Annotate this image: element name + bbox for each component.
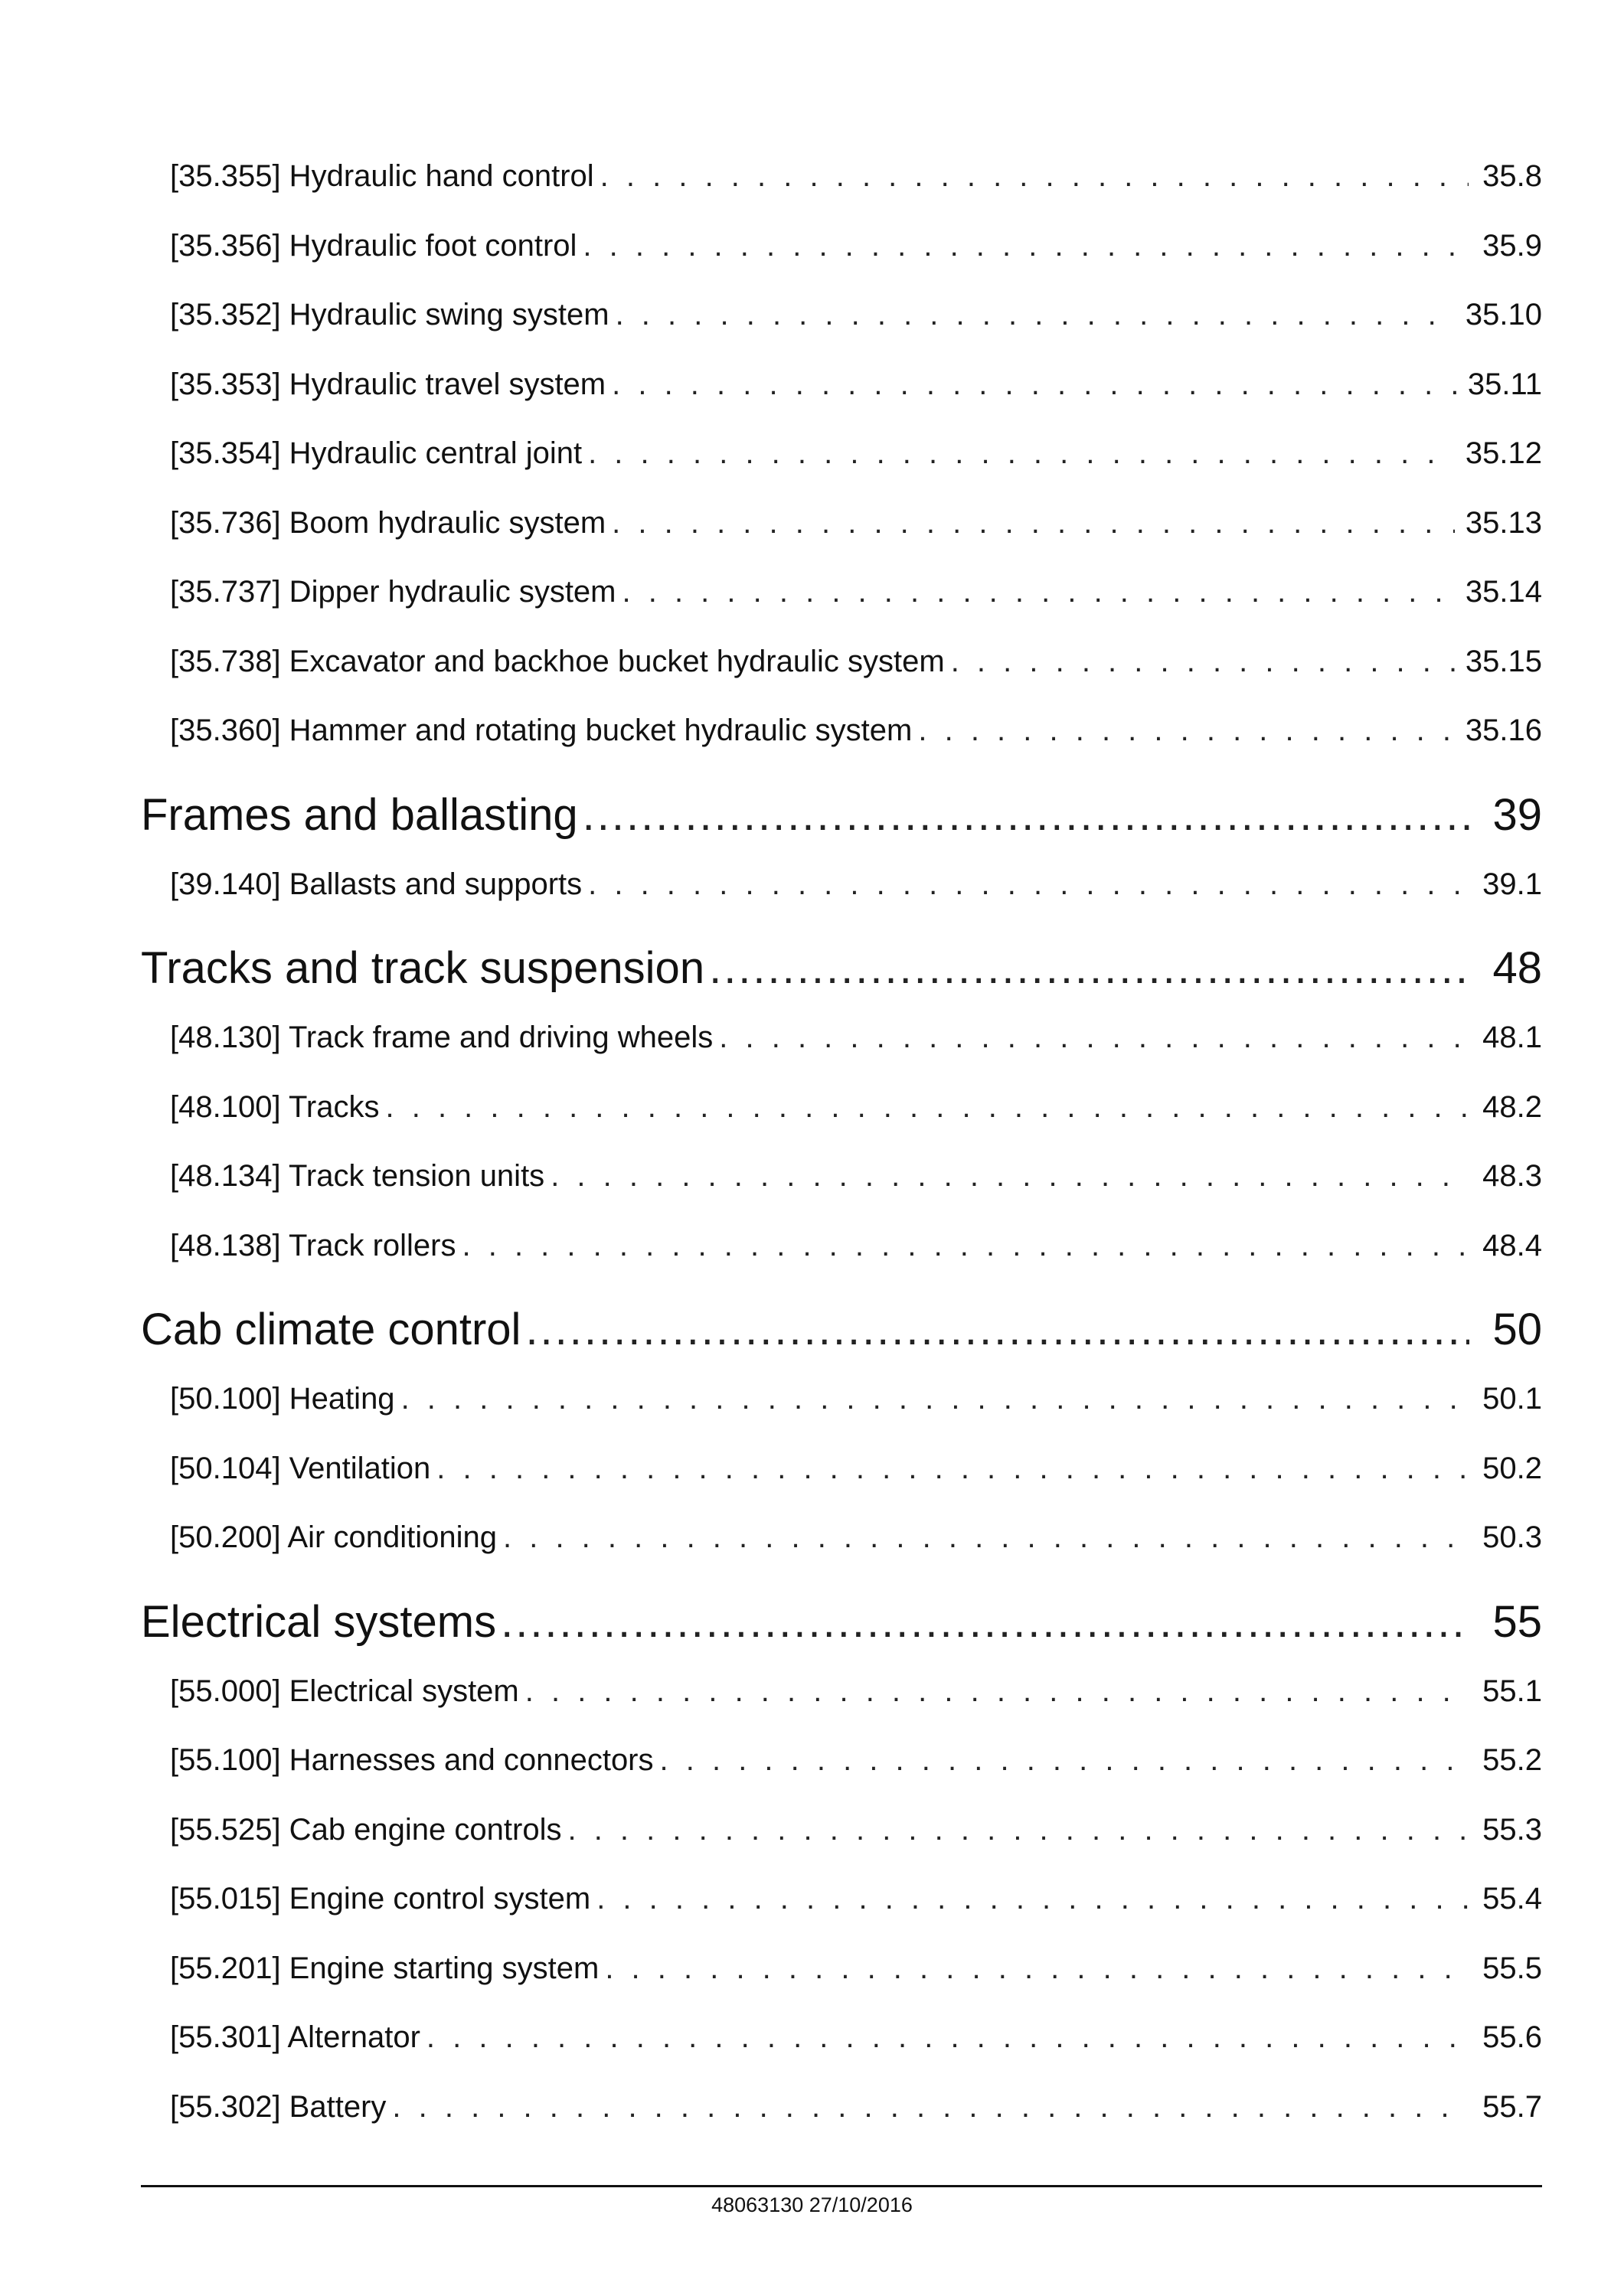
toc-section-heading[interactable] [141,1292,1542,1376]
toc-entry-page: 35.16 [1465,714,1542,747]
toc-section-page: 55 [1492,1596,1542,1647]
toc-section-page: 39 [1492,789,1542,840]
toc-entry-title: [55.000] Electrical system [170,1674,519,1708]
toc-entry[interactable] [141,2014,1542,2084]
toc-entry-page: 48.3 [1482,1159,1542,1193]
toc-section-page: 48 [1492,943,1542,993]
leader-dots [385,1084,1469,1130]
toc-section-heading[interactable] [141,1584,1542,1668]
toc-entry-title: [35.736] Boom hydraulic system [170,505,606,540]
toc-entry-page: 35.8 [1482,159,1542,193]
toc-entry-title: [50.200] Air conditioning [170,1520,497,1554]
toc-entry[interactable] [141,1514,1542,1584]
leader-dots [462,1223,1469,1269]
leader-dots [951,639,1455,684]
toc-entry-title: [50.104] Ventilation [170,1451,431,1485]
toc-entry[interactable] [141,1876,1542,1945]
toc-entry-page: 35.12 [1465,436,1542,470]
toc-entry[interactable] [141,707,1542,777]
toc-section-title: Cab climate control [141,1305,521,1354]
toc-entry-title: [55.100] Harnesses and connectors [170,1743,654,1777]
toc-entry[interactable] [141,1945,1542,2015]
toc-entry[interactable] [141,430,1542,500]
leader-dots [660,1737,1469,1783]
leader-dots [567,1807,1469,1853]
toc-entry-page: 35.11 [1467,367,1542,401]
leader-dots [392,2084,1469,2130]
toc-section-heading[interactable] [141,930,1542,1014]
toc-entry-title: [55.525] Cab engine controls [170,1812,562,1847]
toc-entry-page: 55.2 [1482,1743,1542,1777]
leader-dots [596,1876,1469,1922]
toc-section-title: Frames and ballasting [141,789,578,840]
leader-dots [612,361,1457,407]
toc-entry[interactable] [141,1014,1542,1084]
leader-dots [616,292,1455,338]
toc-entry[interactable] [141,1737,1542,1807]
toc-entry-page: 35.15 [1465,644,1542,678]
toc-entry-title: [48.134] Track tension units [170,1159,545,1193]
toc-entry-page: 48.2 [1482,1089,1542,1124]
leader-dots [551,1153,1469,1199]
toc-entry-title: [55.201] Engine starting system [170,1951,600,1985]
toc-entry-page: 55.5 [1482,1951,1542,1985]
toc-section-title: Tracks and track suspension [141,943,705,993]
toc-entry-page: 35.14 [1465,575,1542,609]
toc-entry-title: [39.140] Ballasts and supports [170,867,583,901]
toc-entry-title: [48.138] Track rollers [170,1228,456,1262]
leader-dots [588,861,1469,907]
toc-entry[interactable] [141,569,1542,639]
toc-entry-page: 35.13 [1465,505,1542,540]
toc-entry-title: [35.737] Dipper hydraulic system [170,575,616,609]
toc-entry-page: 55.6 [1482,2020,1542,2054]
leader-dots [503,1514,1469,1560]
toc-entry-page: 55.7 [1482,2089,1542,2124]
toc-entry-page: 50.3 [1482,1520,1542,1554]
toc-entry-title: [55.015] Engine control system [170,1882,591,1916]
toc-entry[interactable] [141,292,1542,361]
toc-entry[interactable] [141,1807,1542,1876]
toc-entry[interactable] [141,1668,1542,1738]
toc-section-title: Electrical systems [141,1596,497,1647]
leader-dots [583,223,1469,269]
toc-entry[interactable] [141,861,1542,931]
toc-entry[interactable] [141,1376,1542,1445]
toc-entry-title: [35.354] Hydraulic central joint [170,436,583,470]
leader-dots [525,1292,1469,1368]
footer-divider [141,2185,1542,2187]
leader-dots [612,500,1455,546]
footer-document-id: 48063130 27/10/2016 [711,2193,913,2216]
leader-dots [709,930,1469,1007]
leader-dots [622,569,1455,615]
leader-dots [918,707,1455,753]
toc-entry[interactable] [141,1223,1542,1292]
toc-entry-title: [48.130] Track frame and driving wheels [170,1021,714,1054]
toc-entry-page: 50.2 [1482,1451,1542,1485]
leader-dots [719,1014,1469,1060]
toc-entry[interactable] [141,1084,1542,1154]
toc-entry[interactable] [141,639,1542,708]
leader-dots [501,1584,1469,1661]
toc-entry-page: 55.4 [1482,1882,1542,1916]
leader-dots [583,777,1470,854]
toc-entry-page: 55.3 [1482,1812,1542,1847]
leader-dots [426,2014,1469,2060]
toc-entry-page: 39.1 [1482,867,1542,901]
leader-dots [401,1376,1469,1422]
table-of-contents [141,153,1542,2153]
toc-entry[interactable] [141,500,1542,570]
toc-entry-title: [35.355] Hydraulic hand control [170,159,594,193]
toc-entry-title: [50.100] Heating [170,1382,395,1416]
toc-entry-page: 48.1 [1482,1021,1542,1054]
toc-entry-page: 35.9 [1482,228,1542,263]
leader-dots [525,1668,1469,1714]
toc-entry-title: [35.360] Hammer and rotating bucket hydraulic system [170,714,913,747]
toc-entry-title: [55.302] Battery [170,2089,387,2124]
toc-entry[interactable] [141,1445,1542,1515]
leader-dots [600,153,1469,199]
leader-dots [436,1445,1469,1491]
toc-entry[interactable] [141,361,1542,431]
toc-entry[interactable] [141,1153,1542,1223]
toc-entry-page: 55.1 [1482,1674,1542,1708]
toc-entry-title: [35.353] Hydraulic travel system [170,367,606,401]
toc-entry-title: [48.100] Tracks [170,1089,380,1124]
toc-entry[interactable] [141,223,1542,292]
leader-dots [588,430,1455,476]
toc-entry[interactable] [141,2084,1542,2154]
toc-entry-title: [35.356] Hydraulic foot control [170,228,577,263]
toc-entry-page: 50.1 [1482,1382,1542,1416]
toc-entry-page: 48.4 [1482,1228,1542,1262]
toc-entry-page: 35.10 [1465,298,1542,331]
toc-entry-title: [55.301] Alternator [170,2020,420,2054]
toc-section-heading[interactable] [141,777,1542,861]
leader-dots [605,1945,1469,1991]
toc-section-page: 50 [1492,1305,1542,1354]
toc-entry-title: [35.352] Hydraulic swing system [170,298,609,331]
toc-entry-title: [35.738] Excavator and backhoe bucket hydraulic system [170,644,945,678]
toc-entry[interactable] [141,153,1542,223]
